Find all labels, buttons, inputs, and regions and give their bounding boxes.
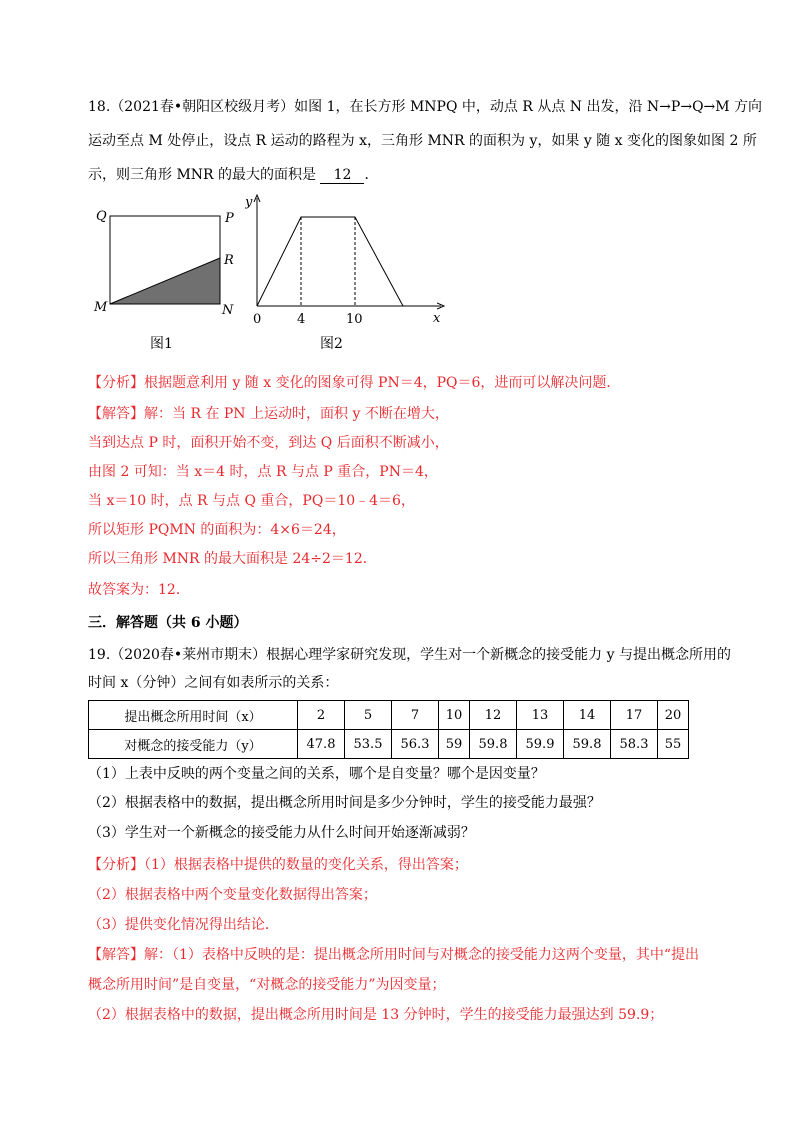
table-cell: 12 — [470, 701, 517, 730]
tick-4: 4 — [297, 312, 306, 327]
q19-question-1: （1）上表中反映的两个变量之间的关系，哪个是自变量？哪个是因变量？ — [88, 766, 545, 782]
table-cell: 59.8 — [564, 730, 611, 759]
y-axis-label: y — [245, 195, 253, 210]
q18-analysis: 【分析】根据题意利用 y 随 x 变化的图象可得 PN＝4，PQ＝6，进而可以解决问题． — [88, 375, 621, 391]
table-cell: 10 — [439, 701, 470, 730]
figure-1-caption: 图1 — [150, 336, 173, 352]
q18-answer-blank: 12 — [320, 167, 364, 184]
table-cell: 14 — [564, 701, 611, 730]
table-cell: 5 — [345, 701, 392, 730]
q18-solution-6: 所以三角形 MNR 的最大面积是 24÷2＝12． — [88, 551, 377, 567]
q19-analysis-3: （3）提供变化情况得出结论． — [88, 917, 279, 933]
table-cell: 7 — [392, 701, 439, 730]
table-cell: 58.3 — [611, 730, 658, 759]
q19-line-2: 时间 x（分钟）之间有如表所示的关系： — [88, 675, 339, 691]
tick-10: 10 — [346, 312, 363, 327]
table-cell: 59.8 — [470, 730, 517, 759]
q18-solution-1: 【解答】解：当 R 在 PN 上运动时，面积 y 不断在增大， — [88, 406, 449, 422]
q19-line-1: 19.（2020春•莱州市期末）根据心理学家研究发现，学生对一个新概念的接受能力 y 与提出概念所用的 — [88, 647, 731, 663]
label-q: Q — [96, 209, 107, 224]
table-cell: 56.3 — [392, 730, 439, 759]
q18-line-1: 18.（2021春•朝阳区校级月考）如图 1，在长方形 MNPQ 中，动点 R 从点 N 出发，沿 N→P→Q→M 方向 — [88, 99, 763, 115]
table-cell: 59 — [439, 730, 470, 759]
table-cell: 17 — [611, 701, 658, 730]
table-header-x: 提出概念所用时间（x） — [89, 701, 298, 730]
q18-solution-7: 故答案为：12． — [88, 582, 190, 598]
shaded-triangle-mnr — [110, 258, 220, 304]
table-cell: 2 — [298, 701, 345, 730]
q18-line-3-end: ． — [364, 167, 379, 183]
q18-line-3 — [88, 165, 728, 185]
table-cell: 53.5 — [345, 730, 392, 759]
q19-question-2: （2）根据表格中的数据，提出概念所用时间是多少分钟时，学生的接受能力最强？ — [88, 795, 601, 811]
table-cell: 47.8 — [298, 730, 345, 759]
q18-solution-2: 当到达点 P 时，面积开始不变，到达 Q 后面积不断减小， — [88, 435, 449, 451]
table-row-y — [89, 730, 689, 759]
figure-1-rectangle — [88, 200, 248, 360]
q19-data-table — [88, 700, 689, 759]
q19-solution-3: （2）根据表格中的数据，提出概念所用时间是 13 分钟时，学生的接受能力最强达到 59.9； — [88, 1007, 664, 1023]
q19-solution-1: 【解答】解：（1）表格中反映的是：提出概念所用时间与对概念的接受能力这两个变量，其中“提出 — [88, 947, 700, 963]
table-cell: 20 — [658, 701, 689, 730]
label-p: P — [225, 211, 234, 226]
q18-solution-5: 所以矩形 PQMN 的面积为：4×6＝24， — [88, 522, 346, 538]
table-header-y: 对概念的接受能力（y） — [89, 730, 298, 759]
figure-2-caption: 图2 — [320, 336, 343, 352]
q19-solution-2: 概念所用时间”是自变量，“对概念的接受能力”为因变量； — [88, 977, 446, 993]
table-cell: 59.9 — [517, 730, 564, 759]
q18-line-3-text: 示，则三角形 MNR 的最大的面积是 — [88, 167, 317, 183]
area-graph-line — [257, 217, 403, 306]
q19-question-3: （3）学生对一个新概念的接受能力从什么时间开始逐渐减弱？ — [88, 825, 475, 841]
section-3-heading: 三．解答题（共 6 小题） — [88, 615, 248, 631]
label-n: N — [222, 303, 234, 318]
q18-solution-4: 当 x＝10 时，点 R 与点 Q 重合，PQ＝10﹣4＝6， — [88, 493, 415, 509]
x-axis-label: x — [433, 311, 441, 326]
q19-analysis-2: （2）根据表格中两个变量变化数据得出答案； — [88, 887, 377, 903]
table-cell: 13 — [517, 701, 564, 730]
q19-analysis-1: 【分析】（1）根据表格中提供的数量的变化关系，得出答案； — [88, 857, 468, 873]
label-m: M — [94, 300, 108, 315]
figure-2-graph — [245, 190, 455, 360]
label-r: R — [224, 253, 234, 268]
table-row-x — [89, 701, 689, 730]
tick-0: 0 — [253, 312, 262, 327]
table-cell: 55 — [658, 730, 689, 759]
q18-solution-3: 由图 2 可知：当 x＝4 时，点 R 与点 P 重合，PN＝4， — [88, 464, 438, 480]
q18-line-2: 运动至点 M 处停止，设点 R 运动的路程为 x，三角形 MNR 的面积为 y，如果 y 随 x 变化的图象如图 2 所 — [88, 133, 757, 149]
